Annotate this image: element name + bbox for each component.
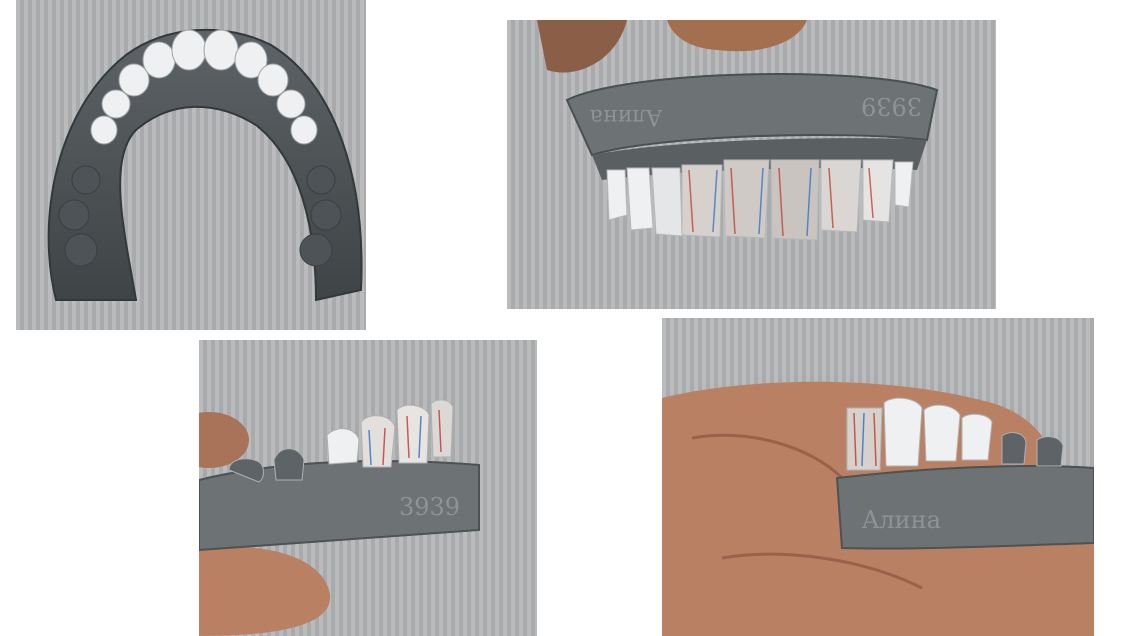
right-side-model-illustration: [662, 318, 1094, 636]
occlusal-model-illustration: [16, 0, 366, 330]
photo-occlusal-view: [16, 0, 366, 330]
photo-right-side-view: [662, 318, 1094, 636]
photo-left-side-view: [199, 340, 537, 636]
frontal-model-illustration: [507, 20, 996, 309]
engraving-name: Aлина: [589, 104, 662, 129]
left-side-model-illustration: [199, 340, 537, 636]
photo-frontal-view: [507, 20, 996, 309]
engraving-number: 3939: [399, 493, 461, 521]
engraving-number: 3939: [860, 92, 922, 120]
engraving-name: Aлина: [862, 506, 941, 534]
